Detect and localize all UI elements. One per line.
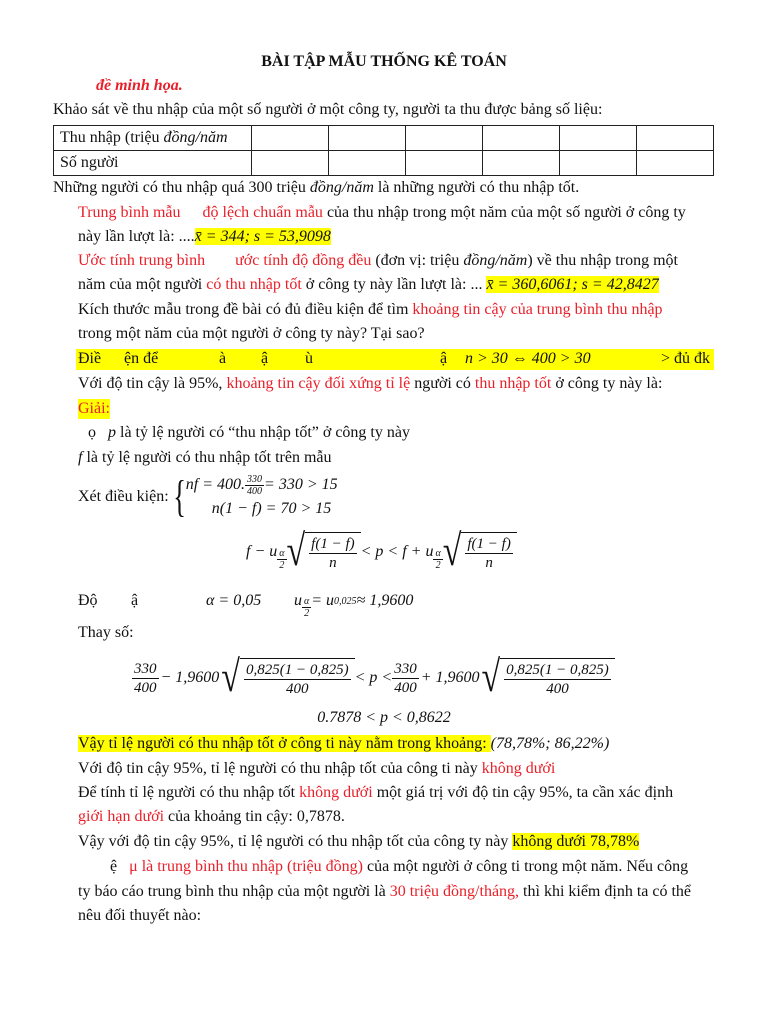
table-cell-income-label: Thu nhập (triệu đồng/năm — [54, 126, 252, 151]
table-cell — [560, 151, 637, 176]
ci-formula: f − u $\frac{\alpha}{2}$ √ $\frac{f(1 - f)}{n}$ < p < f + u $\frac{\alpha}{2}$ √ $\frac{f(1 - f)}{n}$ — [246, 527, 517, 577]
table-cell — [406, 126, 483, 151]
intro-text: Khảo sát về thu nhập của một số người ở một công ty, người ta thu được bảng số liệu: — [53, 101, 603, 118]
subtitle: đề minh họa. — [96, 77, 183, 94]
table-cell-people-label: Số người — [54, 151, 252, 176]
table-row — [54, 126, 714, 151]
numeric-interval: $\frac{330}{400}$ − 1,9600 √ $\frac{0,825(1 - 0,825)}{400}$ < p < $\frac{330}{400}$ + 1,9600 √ $\frac{0,825(1 - 0,825)}{400}$ — [132, 652, 615, 704]
alpha-value: α = 0,05 — [206, 592, 262, 609]
fraction: $\frac{f(1 - f)}{n}$ — [311, 536, 355, 571]
fraction: $\frac{0,825(1 - 0,825)}{400}$ — [506, 662, 609, 697]
condition-result: > đủ đk — [661, 350, 711, 367]
p-definition: ọ p là tỷ lệ người có “thu nhập tốt” ở công ty này — [88, 424, 410, 441]
sqrt-expression: √ $\frac{0,825(1 - 0,825)}{400}$ — [221, 658, 354, 698]
condition-t5: ù — [305, 350, 313, 367]
alpha-half-subscript: $\frac{\alpha}{2}$ — [279, 547, 285, 571]
solution-label: Giải: — [78, 400, 110, 417]
question-2: Ước tính trung bình ước tính độ đồng đều (đơn vị: triệu đồng/năm) về thu nhập trong một — [78, 252, 678, 269]
alpha-half-subscript: $\frac{\alpha}{2}$ — [435, 547, 441, 571]
line-b: Để tính tỉ lệ người có thu nhập tốt không dưới một giá trị với độ tin cậy 95%, ta cần xác định — [78, 784, 674, 801]
condition-t2: ện để — [124, 350, 159, 367]
mu-line-1: ệ μ là trung bình thu nhập (triệu đồng) của một người ở công ti trong một năm. Nếu công — [110, 858, 689, 875]
fraction: $\frac{330}{400}$ — [134, 660, 157, 696]
table-cell — [560, 126, 637, 151]
confidence-label-2: ậ — [131, 592, 139, 609]
alpha-half-subscript: $\frac{\alpha}{2}$ — [304, 595, 310, 619]
confidence-label: Độ — [78, 592, 98, 609]
condition-highlight — [76, 349, 714, 370]
condition-check: Xét điều kiện: { nf = 400. $\frac{330}{400}$ = 330 > 15 n(1 − f) = 70 > 15 — [78, 472, 338, 521]
table-cell — [252, 126, 329, 151]
table-cell — [329, 126, 406, 151]
question-2-answer: năm của một người có thu nhập tốt ở công ty này lần lượt là: ... x̄ = 360,6061; s = 42,8427 — [78, 276, 659, 293]
sqrt-expression: √ $\frac{0,825(1 - 0,825)}{400}$ — [481, 658, 614, 698]
condition-t6: ậ — [440, 350, 448, 367]
condition-line-2: n(1 − f) = 70 > 15 — [211, 500, 332, 517]
question-4: Với độ tin cậy là 95%, khoảng tin cậy đối xứng tỉ lệ người có thu nhập tốt ở công ty này là: — [78, 375, 663, 392]
substitute-label: Thay số: — [78, 624, 134, 641]
table-cell — [406, 151, 483, 176]
condition-math: n > 30 ⇔ 400 > 30 — [465, 350, 591, 367]
question-3-line2: trong một năm của một người ở công ty này? Tại sao? — [78, 325, 425, 342]
page-title: BÀI TẬP MẪU THỐNG KÊ TOÁN — [261, 53, 507, 70]
table-cell — [483, 151, 560, 176]
line-c: giới hạn dưới của khoảng tin cậy: 0,7878. — [78, 808, 345, 825]
sqrt-expression: √ $\frac{f(1 - f)}{n}$ — [443, 532, 517, 572]
line-d: Vậy với độ tin cậy 95%, tỉ lệ người có thu nhập tốt của công ty này không dưới 78,78% — [78, 833, 640, 850]
question-3: Kích thước mẫu trong đề bài có đủ điều kiện để tìm khoảng tin cậy của trung bình thu nhập — [78, 301, 663, 318]
critical-value: u $\frac{\alpha}{2}$ = u 0,025 ≈ 1,9600 — [294, 592, 414, 619]
question-1: Trung bình mẫu độ lệch chuẩn mẫu của thu nhập trong một năm của một số người ở công ty — [78, 204, 686, 221]
conclusion: Vậy tỉ lệ người có thu nhập tốt ở công ti này nằm trong khoảng: (78,78%; 86,22%) — [78, 735, 610, 752]
fraction: $\frac{f(1 - f)}{n}$ — [467, 536, 511, 571]
brace-symbol: { — [172, 472, 186, 521]
interval-result: 0.7878 < p < 0,8622 — [317, 709, 451, 726]
mu-line-3: nêu đối thuyết nào: — [78, 907, 202, 924]
table-cell — [483, 126, 560, 151]
line-a: Với độ tin cậy 95%, tỉ lệ người có thu nhập tốt của công ti này không dưới — [78, 760, 556, 777]
mu-line-2: ty báo cáo trung bình thu nhập của một người là 30 triệu đồng/tháng, thì khi kiểm định ta có thể — [78, 883, 692, 900]
fraction: $\frac{330}{400}$ — [247, 473, 263, 497]
table-cell — [252, 151, 329, 176]
good-income-definition: Những người có thu nhập quá 300 triệu đồng/năm là những người có thu nhập tốt. — [53, 179, 580, 196]
condition-t4: ậ — [261, 350, 269, 367]
income-table — [53, 125, 714, 176]
table-row — [54, 151, 714, 176]
table-cell — [637, 151, 714, 176]
condition-t3: à — [219, 350, 227, 367]
table-cell — [329, 151, 406, 176]
condition-t1: Điề — [78, 350, 102, 367]
condition-system — [186, 473, 338, 521]
fraction: $\frac{0,825(1 - 0,825)}{400}$ — [245, 662, 349, 697]
condition-line-1: nf = 400. $\frac{330}{400}$ = 330 > 15 — [185, 473, 338, 497]
question-1-answer: này lần lượt là: ....x̄ = 344; s = 53,9098 — [78, 228, 331, 245]
fraction: $\frac{330}{400}$ — [394, 660, 417, 696]
f-definition: f là tỷ lệ người có thu nhập tốt trên mẫu — [78, 449, 332, 466]
table-cell — [637, 126, 714, 151]
sqrt-expression: √ $\frac{f(1 - f)}{n}$ — [287, 532, 361, 572]
